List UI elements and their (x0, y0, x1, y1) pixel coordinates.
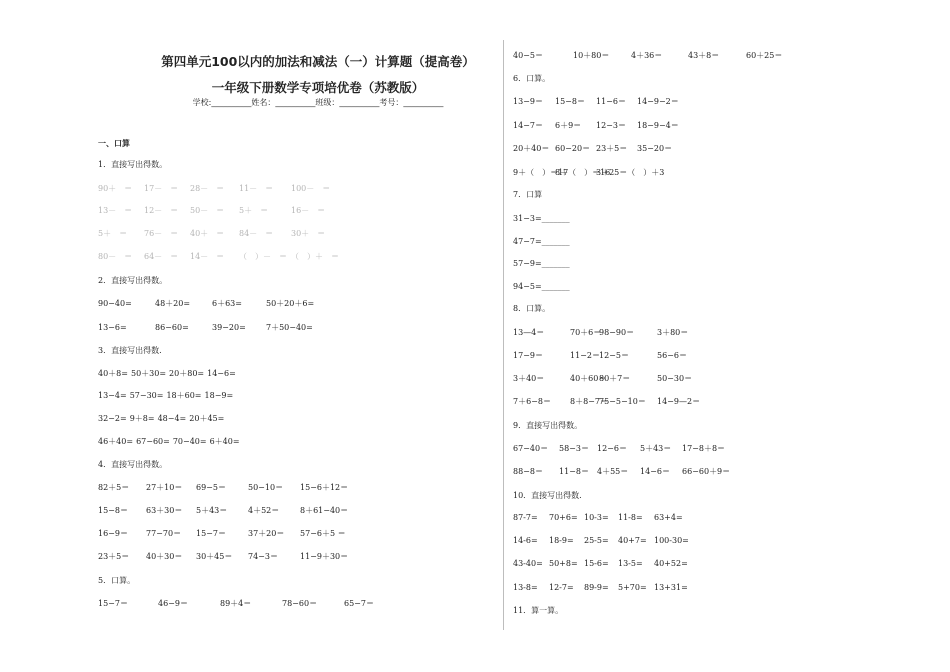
problem-row (513, 397, 700, 407)
arithmetic-problem: 10-3= (584, 513, 609, 522)
arithmetic-problem: 64－ ＝ (144, 252, 179, 261)
question-prompt: 2．直接写出得数。 (98, 276, 168, 285)
problem-row (513, 97, 679, 107)
arithmetic-problem: 15−7＝ (98, 599, 128, 608)
problem-row (98, 414, 224, 424)
arithmetic-problem: 90−40= (98, 299, 132, 308)
arithmetic-problem: 31−3=_______ (513, 214, 570, 223)
arithmetic-problem: 14−9−2＝ (637, 97, 679, 106)
arithmetic-problem: 86−60= (155, 323, 189, 332)
arithmetic-problem: 47−7=_______ (513, 237, 570, 246)
arithmetic-problem: 80＋7＝ (599, 374, 631, 383)
problem-row (513, 559, 688, 569)
arithmetic-problem: 4＋52＝ (248, 506, 280, 515)
problem-row (513, 51, 782, 61)
problem-row (513, 121, 679, 131)
arithmetic-problem: 25-5= (584, 536, 609, 545)
arithmetic-problem: 11－ ＝ (239, 184, 274, 193)
arithmetic-problem: 60＋25＝ (746, 51, 783, 60)
arithmetic-problem: 10＋80＝ (573, 51, 610, 60)
arithmetic-problem: 67−60= (136, 437, 170, 446)
problem-row (513, 237, 570, 247)
arithmetic-problem: 28－ ＝ (190, 184, 225, 193)
problem-row (98, 506, 348, 516)
arithmetic-problem: 75−5−10＝ (599, 397, 646, 406)
arithmetic-problem: 5＋ ＝ (239, 206, 269, 215)
arithmetic-problem: 40−5＝ (513, 51, 543, 60)
arithmetic-problem: 57−9=_______ (513, 259, 570, 268)
problem-row (513, 536, 689, 546)
arithmetic-problem: 37＋20＝ (248, 529, 285, 538)
question-prompt: 5．口算。 (98, 576, 136, 585)
arithmetic-problem: 23＋5＝ (596, 144, 628, 153)
problem-row (98, 299, 314, 309)
question-prompt: 1．直接写出得数。 (98, 160, 168, 169)
problem-row (98, 483, 348, 493)
arithmetic-problem: 16－ ＝ (291, 206, 326, 215)
arithmetic-problem: 9＋（ ）＝17 (513, 168, 569, 177)
arithmetic-problem: 50－ ＝ (190, 206, 225, 215)
arithmetic-problem: 15-6= (584, 559, 609, 568)
arithmetic-problem: 40＋8= (98, 369, 128, 378)
arithmetic-problem: 11−9＋30＝ (300, 552, 349, 561)
arithmetic-problem: 8＋（ ）＝16 (555, 168, 611, 177)
arithmetic-problem: 57−30= (129, 391, 164, 400)
arithmetic-problem: 50−10＝ (248, 483, 284, 492)
arithmetic-problem: 13−6= (98, 323, 127, 332)
arithmetic-problem: 40+52= (654, 559, 688, 568)
arithmetic-problem: 17−9＝ (513, 351, 543, 360)
arithmetic-problem: 15−7＝ (196, 529, 226, 538)
arithmetic-problem: 13－ ＝ (98, 206, 133, 215)
arithmetic-problem: 3＋80＝ (657, 328, 689, 337)
arithmetic-problem: 8＋8−7＝ (570, 397, 608, 406)
section-heading: 一、口算 (98, 139, 130, 148)
arithmetic-problem: 20＋80= (169, 369, 205, 378)
problem-row (513, 259, 570, 269)
arithmetic-problem: 4＋55＝ (597, 467, 629, 476)
arithmetic-problem: 6＋9＝ (555, 121, 582, 130)
arithmetic-problem: 4＋36＝ (631, 51, 663, 60)
arithmetic-problem: 78−60＝ (282, 599, 318, 608)
question-prompt: 9．直接写出得数。 (513, 421, 583, 430)
arithmetic-problem: 17－ ＝ (144, 184, 179, 193)
arithmetic-problem: 5+70= (618, 583, 647, 592)
arithmetic-problem: 18＋60= (166, 391, 202, 400)
arithmetic-problem: 12−6＝ (597, 444, 627, 453)
problem-row (98, 391, 233, 401)
arithmetic-problem: 11−6＝ (596, 97, 626, 106)
problem-row (513, 282, 570, 292)
arithmetic-problem: 40＋60＝ (570, 374, 607, 383)
arithmetic-problem: 98−90＝ (599, 328, 635, 337)
problem-row (98, 552, 348, 562)
arithmetic-problem: 11−8＝ (559, 467, 589, 476)
arithmetic-problem: 30＋45＝ (196, 552, 233, 561)
arithmetic-problem: 7＋50−40= (266, 323, 313, 332)
arithmetic-problem: 100－ ＝ (291, 184, 331, 193)
arithmetic-problem: 43＋8＝ (688, 51, 720, 60)
arithmetic-problem: 70＋6＝ (570, 328, 602, 337)
arithmetic-problem: 23＋5＝ (98, 552, 130, 561)
arithmetic-problem: 88−8＝ (513, 467, 543, 476)
arithmetic-problem: 14−7＝ (513, 121, 543, 130)
worksheet-subtitle: 一年级下册数学专项培优卷（苏教版） (211, 80, 425, 95)
arithmetic-problem: （ ）－ ＝ (239, 252, 287, 261)
arithmetic-problem: （ ）＋ ＝ (291, 252, 339, 261)
problem-row (513, 351, 687, 361)
arithmetic-problem: 60−20＝ (555, 144, 591, 153)
arithmetic-problem: 13−9＝ (513, 97, 543, 106)
arithmetic-problem: 13+31= (654, 583, 688, 592)
arithmetic-problem: 84－ ＝ (239, 229, 274, 238)
arithmetic-problem: 18−9−4＝ (637, 121, 679, 130)
arithmetic-problem: 27＋10＝ (146, 483, 183, 492)
arithmetic-problem: 12−3＝ (596, 121, 626, 130)
question-prompt: 6．口算。 (513, 74, 551, 83)
arithmetic-problem: 14−6= (207, 369, 236, 378)
arithmetic-problem: 74−3＝ (248, 552, 278, 561)
arithmetic-problem: 13—4＝ (513, 328, 545, 337)
arithmetic-problem: 39−20= (212, 323, 246, 332)
arithmetic-problem: 94−5=_______ (513, 282, 570, 291)
arithmetic-problem: 13-8= (513, 583, 538, 592)
arithmetic-problem: 13−4= (98, 391, 127, 400)
arithmetic-problem: 3＋40＝ (513, 374, 545, 383)
arithmetic-problem: 5＋ ＝ (98, 229, 128, 238)
problem-row (98, 369, 236, 379)
arithmetic-problem: 15−6＋12＝ (300, 483, 349, 492)
arithmetic-problem: 14−6＝ (640, 467, 670, 476)
arithmetic-problem: 46＋40= (98, 437, 134, 446)
arithmetic-problem: 12-7= (549, 583, 574, 592)
arithmetic-problem: 40+7= (618, 536, 647, 545)
arithmetic-problem: 14-6= (513, 536, 538, 545)
arithmetic-problem: 69−5＝ (196, 483, 226, 492)
problem-row (513, 444, 725, 454)
problem-row (513, 328, 688, 338)
arithmetic-problem: 17−8＋8＝ (682, 444, 726, 453)
problem-row (98, 323, 313, 333)
problem-row (98, 184, 330, 194)
column-divider (503, 40, 504, 630)
arithmetic-problem: 14−9—2＝ (657, 397, 701, 406)
arithmetic-problem: 3＋25＝（ ）＋3 (596, 168, 665, 177)
arithmetic-problem: 65−7＝ (344, 599, 374, 608)
problem-row (513, 144, 672, 154)
arithmetic-problem: 9＋8= (129, 414, 155, 423)
arithmetic-problem: 18-9= (549, 536, 574, 545)
arithmetic-problem: 90＋ ＝ (98, 184, 133, 193)
arithmetic-problem: 35−20＝ (637, 144, 673, 153)
arithmetic-problem: 76－ ＝ (144, 229, 179, 238)
arithmetic-problem: 50＋30= (130, 369, 167, 378)
problem-row (513, 513, 683, 523)
problem-row (98, 229, 325, 239)
worksheet-title: 第四单元100以内的加法和减法（一）计算题（提高卷） (161, 54, 475, 69)
problem-row (98, 252, 339, 262)
arithmetic-problem: 56−6＝ (657, 351, 687, 360)
arithmetic-problem: 89＋4＝ (220, 599, 252, 608)
arithmetic-problem: 100-30= (654, 536, 689, 545)
problem-row (513, 214, 570, 224)
arithmetic-problem: 46−9＝ (158, 599, 188, 608)
arithmetic-problem: 40＋30＝ (146, 552, 183, 561)
question-prompt: 8．口算。 (513, 304, 551, 313)
arithmetic-problem: 40＋ ＝ (190, 229, 225, 238)
arithmetic-problem: 66−60＋9＝ (682, 467, 731, 476)
question-prompt: 7．口算 (513, 190, 543, 199)
arithmetic-problem: 18−9= (204, 391, 234, 400)
arithmetic-problem: 20＋45= (189, 414, 225, 423)
arithmetic-problem: 32−2= (98, 414, 127, 423)
arithmetic-problem: 8＋61−40＝ (300, 506, 349, 515)
problem-row (513, 467, 730, 477)
student-info-line: 学校:__________姓名：__________班级：__________考号：__________ (192, 98, 444, 107)
arithmetic-problem: 7＋6−8＝ (513, 397, 551, 406)
problem-row (98, 437, 240, 447)
arithmetic-problem: 16−9＝ (98, 529, 128, 538)
problem-row (98, 206, 325, 216)
problem-row (98, 599, 374, 609)
arithmetic-problem: 70−40= (172, 437, 207, 446)
arithmetic-problem: 82＋5＝ (98, 483, 130, 492)
arithmetic-problem: 70+6= (549, 513, 578, 522)
arithmetic-problem: 12－ ＝ (144, 206, 179, 215)
arithmetic-problem: 20＋40＝ (513, 144, 550, 153)
arithmetic-problem: 12−5＝ (599, 351, 629, 360)
arithmetic-problem: 50+8= (549, 559, 578, 568)
question-prompt: 4．直接写出得数。 (98, 460, 168, 469)
arithmetic-problem: 5＋43＝ (640, 444, 672, 453)
question-prompt: 3．直接写出得数. (98, 346, 162, 355)
problem-row (513, 374, 692, 384)
problem-row (513, 583, 688, 593)
arithmetic-problem: 80－ ＝ (98, 252, 133, 261)
arithmetic-problem: 15−8＝ (555, 97, 585, 106)
problem-row (98, 529, 346, 539)
arithmetic-problem: 50＋20＋6= (266, 299, 315, 308)
arithmetic-problem: 6＋63= (212, 299, 242, 308)
arithmetic-problem: 63＋30＝ (146, 506, 183, 515)
arithmetic-problem: 57−6＋5 ＝ (300, 529, 346, 538)
question-prompt: 10．直接写出得数. (513, 491, 582, 500)
arithmetic-problem: 15−8＝ (98, 506, 128, 515)
arithmetic-problem: 48−4= (157, 414, 187, 423)
arithmetic-problem: 5＋43＝ (196, 506, 228, 515)
arithmetic-problem: 43-40= (513, 559, 543, 568)
question-prompt: 11．算一算。 (513, 606, 564, 615)
arithmetic-problem: 77−70＝ (146, 529, 182, 538)
problem-row (513, 168, 664, 178)
arithmetic-problem: 13-5= (618, 559, 643, 568)
arithmetic-problem: 30＋ ＝ (291, 229, 326, 238)
arithmetic-problem: 67−40＝ (513, 444, 549, 453)
arithmetic-problem: 11-8= (618, 513, 643, 522)
arithmetic-problem: 14－ ＝ (190, 252, 225, 261)
arithmetic-problem: 89-9= (584, 583, 609, 592)
arithmetic-problem: 6＋40= (209, 437, 240, 446)
arithmetic-problem: 58−3＝ (559, 444, 589, 453)
arithmetic-problem: 48＋20= (155, 299, 191, 308)
arithmetic-problem: 50−30＝ (657, 374, 693, 383)
arithmetic-problem: 11−2＝ (570, 351, 600, 360)
arithmetic-problem: 87-7= (513, 513, 538, 522)
arithmetic-problem: 63+4= (654, 513, 683, 522)
